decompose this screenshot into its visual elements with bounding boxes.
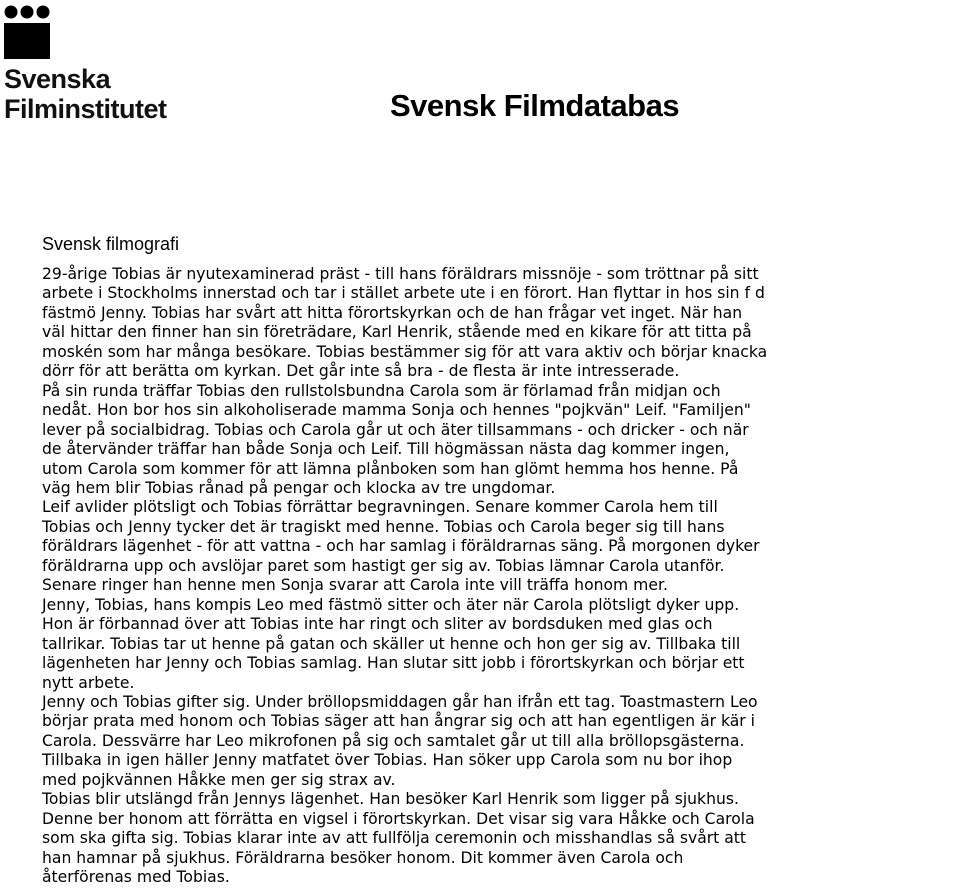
synopsis-line: lägenheten har Jenny och Tobias samlag. Han slutar sitt jobb i förortskyrkan och börjar ett — [42, 654, 745, 673]
synopsis-line: Senare ringer han henne men Sonja svarar att Carola inte vill träffa honom mer. — [42, 576, 668, 595]
logo-wordmark — [4, 64, 167, 124]
synopsis-line: föräldrarna upp och avslöjar paret som hastigt ger sig av. Tobias lämnar Carola utanför. — [42, 556, 725, 575]
synopsis-line: återförenas med Tobias. — [42, 868, 230, 887]
synopsis-line: nytt arbete. — [42, 673, 135, 692]
synopsis-line: de återvänder träffar han både Sonja och Leif. Till högmässan nästa dag kommer ingen, — [42, 440, 730, 459]
synopsis-line: Tobias blir utslängd från Jennys lägenhet. Han besöker Karl Henrik som ligger på sjukhus. — [42, 790, 739, 809]
synopsis-line: börjar prata med honom och Tobias säger att han ångrar sig och att han egentligen är kär i — [42, 712, 756, 731]
synopsis-line: lever på socialbidrag. Tobias och Carola går ut och äter tillsammans - och dricker - och när — [42, 420, 749, 439]
logo-line-svenska: Svenska — [4, 64, 111, 94]
synopsis-line: moskén som har många besökare. Tobias bestämmer sig för att vara aktiv och börjar knacka — [42, 342, 768, 361]
section-heading: Svensk filmografi — [42, 234, 180, 254]
synopsis-line: Jenny och Tobias gifter sig. Under bröllopsmiddagen går han ifrån ett tag. Toastmastern Leo — [42, 692, 758, 711]
svenska-filminstitutet-logo — [4, 4, 204, 128]
logo-line-filminstitutet: Filminstitutet — [4, 94, 167, 124]
synopsis-text — [42, 265, 960, 888]
synopsis-line: föräldrars lägenhet - för att vattna - och har samlag i föräldrarnas säng. På morgonen dyker — [42, 537, 760, 556]
synopsis-line: utom Carola som kommer för att lämna plånboken som han glömt hemma hos henne. På — [42, 459, 739, 478]
synopsis-line: nedåt. Hon bor hos sin alkoholiserade mamma Sonja och hennes "pojkvän" Leif. "Familjen" — [42, 401, 751, 420]
synopsis-line: väl hittar den finner han sin företrädare, Karl Henrik, stående med en kikare för att titta på — [42, 323, 752, 342]
page-title: Svensk Filmdatabas — [390, 88, 680, 123]
logo-dots-icon — [4, 4, 50, 60]
synopsis-line: Tobias och Jenny tycker det är tragiskt med henne. Tobias och Carola beger sig till hans — [42, 517, 725, 536]
synopsis-line: Jenny, Tobias, hans kompis Leo med fästmö sitter och äter när Carola plötsligt dyker upp. — [42, 595, 740, 614]
synopsis-line: Denne ber honom att förrätta en vigsel i förortskyrkan. Det visar sig vara Håkke och Carola — [42, 809, 755, 828]
synopsis-line: fästmö Jenny. Tobias har svårt att hitta förortskyrkan och de han frågar vet inget. När han — [42, 303, 743, 322]
synopsis-line: Leif avlider plötsligt och Tobias förrättar begravningen. Senare kommer Carola hem till — [42, 498, 718, 517]
synopsis-line: med pojkvännen Håkke men ger sig strax av. — [42, 770, 396, 789]
synopsis-line: Hon är förbannad över att Tobias inte har ringt och sliter av bordsduken med glas och — [42, 615, 713, 634]
synopsis-line: 29-årige Tobias är nyutexaminerad präst - till hans föräldrars missnöje - som tröttnar på sitt — [42, 265, 759, 283]
synopsis-line: Carola. Dessvärre har Leo mikrofonen på sig och samtalet går ut till alla bröllopsgästerna. — [42, 731, 745, 750]
synopsis-line: väg hem blir Tobias rånad på pengar och klocka av tre ungdomar. — [42, 478, 556, 497]
synopsis-line: tallrikar. Tobias tar ut henne på gatan och skäller ut henne och hon ger sig av. Tillbaka till — [42, 634, 741, 653]
synopsis-line: Tillbaka in igen häller Jenny matfatet över Tobias. Han söker upp Carola som nu bor ihop — [42, 751, 733, 770]
synopsis-line: han hamnar på sjukhus. Föräldrarna besöker honom. Dit kommer även Carola och — [42, 848, 684, 867]
synopsis-line: arbete i Stockholms innerstad och tar i stället arbete ute i en förort. Han flyttar in hos sin f d — [42, 284, 765, 303]
synopsis-line: dörr för att berätta om kyrkan. Det går inte så bra - de flesta är inte intresserade. — [42, 362, 680, 381]
synopsis-line: På sin runda träffar Tobias den rullstolsbundna Carola som är förlamad från midjan och — [42, 381, 721, 400]
synopsis-line: som ska gifta sig. Tobias klarar inte av att fullfölja ceremonin och misshandlas så svårt att — [42, 829, 747, 848]
